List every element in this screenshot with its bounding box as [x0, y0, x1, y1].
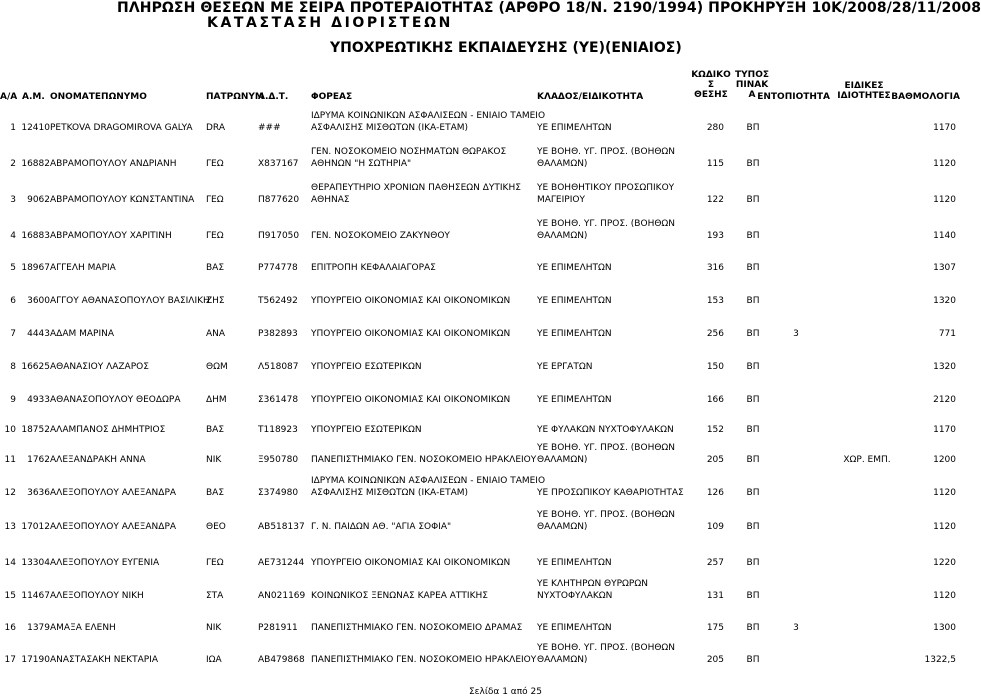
cell-type: ΒΠ [746, 362, 760, 372]
cell-aa: 14 [4, 558, 16, 568]
cell-agency: ΥΠΟΥΡΓΕΙΟ ΕΣΩΤΕΡΙΚΩΝ [311, 362, 422, 372]
cell-name: ΑΘΑΝΑΣΟΠΟΥΛΟΥ ΘΕΟΔΩΡΑ [50, 395, 181, 405]
cell-father: ΓΕΩ [206, 558, 224, 568]
cell-name: ΑΔΑΜ ΜΑΡΙΝΑ [50, 329, 114, 339]
cell-code: 193 [706, 231, 724, 241]
cell-aa: 9 [10, 395, 16, 405]
cell-score: 1220 [933, 558, 956, 568]
cell-aa: 13 [4, 522, 16, 532]
cell-type: ΒΠ [746, 231, 760, 241]
cell-specialty: ΥΕ ΕΠΙΜΕΛΗΤΩΝ [537, 123, 612, 133]
cell-specialty: ΥΕ ΒΟΗΘ. ΥΓ. ΠΡΟΣ. (ΒΟΗΘΩΝ ΘΑΛΑΜΩΝ) [537, 643, 676, 665]
cell-am: 12410 [21, 123, 50, 133]
cell-adt: Π877620 [258, 195, 300, 205]
cell-adt: Σ361478 [258, 395, 299, 405]
cell-specialty: ΥΕ ΕΠΙΜΕΛΗΤΩΝ [537, 395, 612, 405]
header-special-line2: ΙΔΙΟΤΗΤΕΣ [837, 91, 891, 101]
header-name: ΟΝΟΜΑΤΕΠΩΝΥΜΟ [50, 92, 147, 102]
cell-father: ΓΕΩ [206, 159, 224, 169]
cell-am: 16883 [21, 231, 50, 241]
cell-father: ΒΑΣ [206, 263, 225, 273]
document-category: ΥΠΟΧΡΕΩΤΙΚΗΣ ΕΚΠΑΙΔΕΥΣΗΣ (ΥΕ)(ΕΝΙΑΙΟΣ) [330, 40, 682, 56]
cell-name: ΑΛΕΞΟΠΟΥΛΟΥ ΑΛΕΞΑΝΔΡΑ [50, 488, 177, 498]
cell-type: ΒΠ [746, 558, 760, 568]
header-type-line2: ΠΙΝΑΚ [735, 80, 769, 90]
cell-name: ΑΓΓΟΥ ΑΘΑΝΑΣΟΠΟΥΛΟΥ ΒΑΣΙΛΙΚΗ [50, 296, 210, 306]
header-code [690, 70, 732, 100]
cell-adt: Τ562492 [258, 296, 298, 306]
cell-am: 13304 [21, 558, 50, 568]
cell-score: 1307 [933, 263, 956, 273]
cell-code: 131 [706, 591, 724, 601]
header-special [834, 81, 894, 101]
cell-father: ΔΗΜ [206, 395, 227, 405]
cell-father: ΒΑΣ [206, 425, 225, 435]
cell-agency: ΓΕΝ. ΝΟΣΟΚΟΜΕΙΟ ΝΟΣΗΜΑΤΩΝ ΘΩΡΑΚΟΣ ΑΘΗΝΩΝ "Η ΣΩΤΗΡΙΑ" [311, 147, 507, 169]
cell-aa: 7 [10, 329, 16, 339]
cell-specialty: ΥΕ ΒΟΗΘ. ΥΓ. ΠΡΟΣ. (ΒΟΗΘΩΝ ΘΑΛΑΜΩΝ) [537, 510, 676, 532]
cell-specialty: ΥΕ ΒΟΗΘ. ΥΓ. ΠΡΟΣ. (ΒΟΗΘΩΝ ΘΑΛΑΜΩΝ) [537, 443, 676, 465]
cell-am: 17190 [21, 655, 50, 665]
cell-name: ΑΛΑΜΠΑΝΟΣ ΔΗΜΗΤΡΙΟΣ [50, 425, 166, 435]
cell-score: 1320 [933, 296, 956, 306]
cell-type: ΒΠ [746, 159, 760, 169]
cell-origin: 3 [793, 329, 799, 339]
cell-type: ΒΠ [746, 522, 760, 532]
cell-father: ΝΙΚ [206, 455, 222, 465]
cell-score: 1200 [933, 455, 956, 465]
cell-type: ΒΠ [746, 455, 760, 465]
cell-code: 166 [706, 395, 724, 405]
cell-agency: ΕΠΙΤΡΟΠΗ ΚΕΦΑΛΑΙΑΓΟΡΑΣ [311, 263, 436, 273]
cell-specialty: ΥΕ ΕΠΙΜΕΛΗΤΩΝ [537, 329, 612, 339]
cell-type: ΒΠ [746, 123, 760, 133]
cell-name: ΑΛΕΞΑΝΔΡΑΚΗ ΑΝΝΑ [50, 455, 146, 465]
header-special-line1: ΕΙΔΙΚΕΣ [844, 81, 884, 91]
cell-score: 2120 [933, 395, 956, 405]
cell-code: 280 [706, 123, 724, 133]
cell-father: ΑΝΑ [206, 329, 226, 339]
cell-aa: 15 [4, 591, 16, 601]
cell-specialty: ΥΕ ΕΡΓΑΤΩΝ [537, 362, 593, 372]
cell-agency: ΙΔΡΥΜΑ ΚΟΙΝΩΝΙΚΩΝ ΑΣΦΑΛΙΣΕΩΝ - ΕΝΙΑΙΟ ΤΑΜΕΙΟ ΑΣΦΑΛΙΣΗΣ ΜΙΣΘΩΤΩΝ (ΙΚΑ-ΕΤΑΜ) [311, 476, 546, 498]
cell-score: 1140 [933, 231, 956, 241]
header-code-line2: Σ [707, 80, 715, 90]
cell-name: ΑΒΡΑΜΟΠΟΥΛΟΥ ΚΩΝΣΤΑΝΤΙΝΑ [50, 195, 195, 205]
cell-am: 1379 [27, 623, 50, 633]
header-am: Α.Μ. [22, 92, 45, 102]
cell-am: 4933 [27, 395, 50, 405]
cell-specialty: ΥΕ ΕΠΙΜΕΛΗΤΩΝ [537, 263, 612, 273]
cell-adt: Ρ382893 [258, 329, 298, 339]
cell-agency: ΠΑΝΕΠΙΣΤΗΜΙΑΚΟ ΓΕΝ. ΝΟΣΟΚΟΜΕΙΟ ΗΡΑΚΛΕΙΟΥ [311, 455, 537, 465]
cell-aa: 10 [4, 425, 16, 435]
header-specialty: ΚΛΑΔΟΣ/ΕΙΔΙΚΟΤΗΤΑ [537, 92, 644, 102]
cell-father: ΘΕΟ [206, 522, 226, 532]
document-title: ΠΛΗΡΩΣΗ ΘΕΣΕΩΝ ΜΕ ΣΕΙΡΑ ΠΡΟΤΕΡΑΙΟΤΗΤΑΣ (ΑΡΘΡΟ 18/Ν. 2190/1994) ΠΡΟΚΗΡΥΞΗ 10Κ/2008/28/11/2008 [117, 0, 981, 16]
cell-father: ΝΙΚ [206, 623, 222, 633]
cell-agency: ΥΠΟΥΡΓΕΙΟ ΟΙΚΟΝΟΜΙΑΣ ΚΑΙ ΟΙΚΟΝΟΜΙΚΩΝ [311, 395, 511, 405]
cell-specialty: ΥΕ ΚΛΗΤΗΡΩΝ ΘΥΡΩΡΩΝ ΝΥΧΤΟΦΥΛΑΚΩΝ [537, 579, 648, 601]
cell-am: 9062 [27, 195, 50, 205]
cell-agency: ΥΠΟΥΡΓΕΙΟ ΕΣΩΤΕΡΙΚΩΝ [311, 425, 422, 435]
cell-father: ΒΑΣ [206, 488, 225, 498]
cell-adt: Ρ281911 [258, 623, 298, 633]
cell-agency: ΓΕΝ. ΝΟΣΟΚΟΜΕΙΟ ΖΑΚΥΝΘΟΥ [311, 231, 450, 241]
cell-name: ΑΜΑΞΑ ΕΛΕΝΗ [50, 623, 116, 633]
cell-special: ΧΩΡ. ΕΜΠ. [843, 455, 891, 465]
cell-adt: ΑΒ479868 [258, 655, 305, 665]
cell-adt: ### [258, 123, 281, 133]
cell-aa: 4 [10, 231, 16, 241]
cell-adt: Π917050 [258, 231, 300, 241]
cell-code: 316 [706, 263, 724, 273]
cell-father: ΖΗΣ [206, 296, 225, 306]
cell-am: 4443 [27, 329, 50, 339]
cell-code: 126 [706, 488, 724, 498]
cell-code: 152 [706, 425, 724, 435]
cell-am: 16882 [21, 159, 50, 169]
cell-specialty: ΥΕ ΕΠΙΜΕΛΗΤΩΝ [537, 296, 612, 306]
header-agency: ΦΟΡΕΑΣ [311, 92, 353, 102]
cell-score: 1170 [933, 425, 956, 435]
cell-type: ΒΠ [746, 263, 760, 273]
cell-name: ΑΒΡΑΜΟΠΟΥΛΟΥ ΑΝΔΡΙΑΝΗ [50, 159, 177, 169]
cell-adt: Λ518087 [258, 362, 299, 372]
cell-agency: Γ. Ν. ΠΑΙΔΩΝ ΑΘ. "ΑΓΙΑ ΣΟΦΙΑ" [311, 522, 452, 532]
cell-am: 11467 [21, 591, 50, 601]
cell-aa: 2 [10, 159, 16, 169]
cell-code: 205 [706, 655, 724, 665]
cell-name: ΑΛΕΞΟΠΟΥΛΟΥ ΑΛΕΞΑΝΔΡΑ [50, 522, 177, 532]
cell-am: 16625 [21, 362, 50, 372]
cell-specialty: ΥΕ ΠΡΟΣΩΠΙΚΟΥ ΚΑΘΑΡΙΟΤΗΤΑΣ [537, 488, 684, 498]
header-code-line1: ΚΩΔΙΚΟ [691, 70, 731, 80]
cell-agency: ΘΕΡΑΠΕΥΤΗΡΙΟ ΧΡΟΝΙΩΝ ΠΑΘΗΣΕΩΝ ΔΥΤΙΚΗΣ ΑΘΗΝΑΣ [311, 183, 521, 205]
header-aa: Α/Α [0, 92, 18, 102]
cell-score: 1120 [933, 159, 956, 169]
cell-aa: 5 [10, 263, 16, 273]
cell-father: ΣΤΑ [206, 591, 224, 601]
cell-agency: ΥΠΟΥΡΓΕΙΟ ΟΙΚΟΝΟΜΙΑΣ ΚΑΙ ΟΙΚΟΝΟΜΙΚΩΝ [311, 558, 511, 568]
cell-agency: ΙΔΡΥΜΑ ΚΟΙΝΩΝΙΚΩΝ ΑΣΦΑΛΙΣΕΩΝ - ΕΝΙΑΙΟ ΤΑΜΕΙΟ ΑΣΦΑΛΙΣΗΣ ΜΙΣΘΩΤΩΝ (ΙΚΑ-ΕΤΑΜ) [311, 111, 546, 133]
cell-score: 1120 [933, 522, 956, 532]
cell-type: ΒΠ [746, 329, 760, 339]
cell-agency: ΠΑΝΕΠΙΣΤΗΜΙΑΚΟ ΓΕΝ. ΝΟΣΟΚΟΜΕΙΟ ΗΡΑΚΛΕΙΟΥ [311, 655, 537, 665]
cell-code: 150 [706, 362, 724, 372]
cell-father: ΘΩΜ [206, 362, 228, 372]
cell-adt: Τ118923 [258, 425, 298, 435]
cell-father: DRA [206, 123, 225, 133]
cell-aa: 1 [10, 123, 16, 133]
cell-adt: Ρ774778 [258, 263, 298, 273]
cell-adt: ΑΕ731244 [258, 558, 305, 568]
cell-aa: 12 [4, 488, 16, 498]
cell-name: ΑΛΕΞΟΠΟΥΛΟΥ ΝΙΚΗ [50, 591, 144, 601]
cell-code: 115 [706, 159, 724, 169]
cell-code: 175 [706, 623, 724, 633]
cell-name: ΑΛΕΞΟΠΟΥΛΟΥ ΕΥΓΕΝΙΑ [50, 558, 160, 568]
header-origin: ΕΝΤΟΠΙΟΤΗΤΑ [757, 92, 830, 102]
cell-am: 3600 [27, 296, 50, 306]
cell-type: ΒΠ [746, 425, 760, 435]
cell-code: 122 [706, 195, 724, 205]
cell-agency: ΥΠΟΥΡΓΕΙΟ ΟΙΚΟΝΟΜΙΑΣ ΚΑΙ ΟΙΚΟΝΟΜΙΚΩΝ [311, 296, 511, 306]
cell-specialty: ΥΕ ΒΟΗΘ. ΥΓ. ΠΡΟΣ. (ΒΟΗΘΩΝ ΘΑΛΑΜΩΝ) [537, 147, 676, 169]
cell-name: ΑΓΓΕΛΗ ΜΑΡΙΑ [50, 263, 116, 273]
cell-type: ΒΠ [746, 591, 760, 601]
header-type-line3: Α [748, 90, 756, 100]
header-score: ΒΑΘΜΟΛΟΓΙΑ [891, 92, 960, 102]
cell-adt: ΑΒ518137 [258, 522, 305, 532]
cell-name: ΑΘΑΝΑΣΙΟΥ ΛΑΖΑΡΟΣ [50, 362, 149, 372]
cell-adt: Σ374980 [258, 488, 299, 498]
cell-type: ΒΠ [746, 195, 760, 205]
header-type-line1: ΤΥΠΟΣ [735, 70, 769, 80]
cell-agency: ΥΠΟΥΡΓΕΙΟ ΟΙΚΟΝΟΜΙΑΣ ΚΑΙ ΟΙΚΟΝΟΜΙΚΩΝ [311, 329, 511, 339]
cell-name: ΑΝΑΣΤΑΣΑΚΗ ΝΕΚΤΑΡΙΑ [50, 655, 158, 665]
cell-aa: 17 [4, 655, 16, 665]
cell-am: 3636 [27, 488, 50, 498]
document-subtitle: ΚΑΤΑΣΤΑΣΗ ΔΙΟΡΙΣΤΕΩΝ [207, 15, 453, 31]
cell-score: 1120 [933, 488, 956, 498]
cell-aa: 11 [4, 455, 16, 465]
cell-specialty: ΥΕ ΒΟΗΘΗΤΙΚΟΥ ΠΡΟΣΩΠΙΚΟΥ ΜΑΓΕΙΡΙΟΥ [537, 183, 675, 205]
cell-type: ΒΠ [746, 623, 760, 633]
cell-father: ΓΕΩ [206, 195, 224, 205]
cell-code: 257 [706, 558, 724, 568]
cell-code: 256 [706, 329, 724, 339]
cell-origin: 3 [793, 623, 799, 633]
cell-father: ΙΩΑ [206, 655, 222, 665]
cell-agency: ΚΟΙΝΩΝΙΚΟΣ ΞΕΝΩΝΑΣ ΚΑΡΕΑ ΑΤΤΙΚΗΣ [311, 591, 488, 601]
cell-adt: ΑΝ021169 [258, 591, 306, 601]
cell-adt: Χ837167 [258, 159, 299, 169]
cell-score: 1320 [933, 362, 956, 372]
cell-specialty: ΥΕ ΒΟΗΘ. ΥΓ. ΠΡΟΣ. (ΒΟΗΘΩΝ ΘΑΛΑΜΩΝ) [537, 219, 676, 241]
cell-name: ΑΒΡΑΜΟΠΟΥΛΟΥ ΧΑΡΙΤΙΝΗ [50, 231, 172, 241]
cell-am: 1762 [27, 455, 50, 465]
cell-type: ΒΠ [746, 395, 760, 405]
cell-aa: 3 [10, 195, 16, 205]
cell-score: 1120 [933, 195, 956, 205]
cell-father: ΓΕΩ [206, 231, 224, 241]
cell-type: ΒΠ [746, 655, 760, 665]
header-code-line3: ΘΕΣΗΣ [694, 90, 728, 100]
cell-specialty: ΥΕ ΕΠΙΜΕΛΗΤΩΝ [537, 558, 612, 568]
cell-code: 109 [706, 522, 724, 532]
cell-specialty: ΥΕ ΦΥΛΑΚΩΝ ΝΥΧΤΟΦΥΛΑΚΩΝ [537, 425, 674, 435]
cell-score: 1170 [933, 123, 956, 133]
cell-aa: 8 [10, 362, 16, 372]
cell-score: 771 [938, 329, 956, 339]
cell-am: 18967 [21, 263, 50, 273]
cell-code: 153 [706, 296, 724, 306]
cell-am: 18752 [21, 425, 50, 435]
cell-agency: ΠΑΝΕΠΙΣΤΗΜΙΑΚΟ ΓΕΝ. ΝΟΣΟΚΟΜΕΙΟ ΔΡΑΜΑΣ [311, 623, 523, 633]
cell-score: 1322,5 [924, 655, 956, 665]
cell-aa: 6 [10, 296, 16, 306]
cell-score: 1120 [933, 591, 956, 601]
cell-specialty: ΥΕ ΕΠΙΜΕΛΗΤΩΝ [537, 623, 612, 633]
cell-type: ΒΠ [746, 296, 760, 306]
cell-adt: Ξ950780 [258, 455, 299, 465]
cell-code: 205 [706, 455, 724, 465]
cell-aa: 16 [4, 623, 16, 633]
cell-type: ΒΠ [746, 488, 760, 498]
page-footer: Σελίδα 1 από 25 [469, 687, 542, 697]
header-father: ΠΑΤΡΩΝΥΜ [206, 92, 264, 102]
header-adt: Α.Δ.Τ. [258, 92, 289, 102]
cell-score: 1300 [933, 623, 956, 633]
cell-name: PETKOVA DRAGOMIROVA GALYA [50, 123, 193, 133]
cell-am: 17012 [21, 522, 50, 532]
